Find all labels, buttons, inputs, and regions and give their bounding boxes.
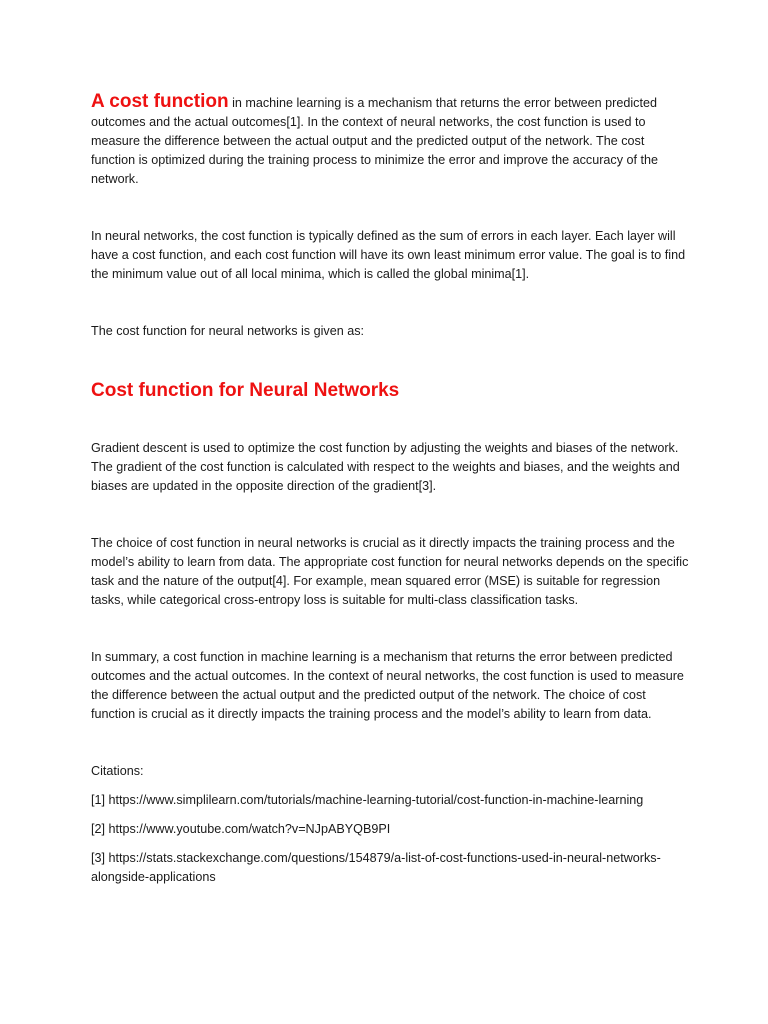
citation-item-2[interactable]: [2] https://www.youtube.com/watch?v=NJpABYQB9PI — [91, 822, 391, 836]
citation-item-3[interactable]: [3] https://stats.stackexchange.com/questions/154879/a-list-of-cost-functions-used-in-neural-networks-alongside-applications — [91, 851, 661, 884]
citations-label: Citations: — [91, 764, 144, 778]
citation-item-1[interactable]: [1] https://www.simplilearn.com/tutorials/machine-learning-tutorial/cost-function-in-machine-learning — [91, 793, 644, 807]
paragraph-cost-function-given: The cost function for neural networks is given as: — [91, 324, 364, 338]
paragraph-gradient-descent: Gradient descent is used to optimize the cost function by adjusting the weights and biases of the network. The gradient of the cost function is calculated with respect to the weights and biases, and the weights and biases are updated in the opposite direction of the gradient[3]. — [91, 441, 680, 493]
section-heading: Cost function for Neural Networks — [91, 380, 400, 401]
intro-text: in machine learning is a mechanism that returns the error between predicted outcomes and the actual outcomes[1]. In the context of neural networks, the cost function is used to measure the difference between the actual output and the predicted output of the network. The cost function is optimized during the training process to minimize the error and improve the accuracy of the network. — [91, 96, 658, 186]
paragraph-summary: In summary, a cost function in machine learning is a mechanism that returns the error between predicted outcomes and the actual outcomes. In the context of neural networks, the cost function is used to measure the difference between the actual output and the predicted output of the network. The choice of cost function is crucial as it directly impacts the training process and the model’s ability to learn from data. — [91, 650, 684, 721]
intro-paragraph — [91, 92, 691, 189]
paragraph-neural-networks-layers: In neural networks, the cost function is typically defined as the sum of errors in each layer. Each layer will have a cost function, and each cost function will have its own least minimum error value. The goal is to find the minimum value out of all local minima, which is called the global minima[1]. — [91, 229, 686, 281]
paragraph-choice-of-cost-function: The choice of cost function in neural networks is crucial as it directly impacts the training process and the model’s ability to learn from data. The appropriate cost function for neural networks depends on the specific task and the nature of the output[4]. For example, mean squared error (MSE) is suitable for regression tasks, while categorical cross-entropy loss is suitable for multi-class classification tasks. — [91, 536, 689, 607]
document-page — [91, 92, 691, 887]
intro-lead-title: A cost function — [91, 91, 229, 112]
